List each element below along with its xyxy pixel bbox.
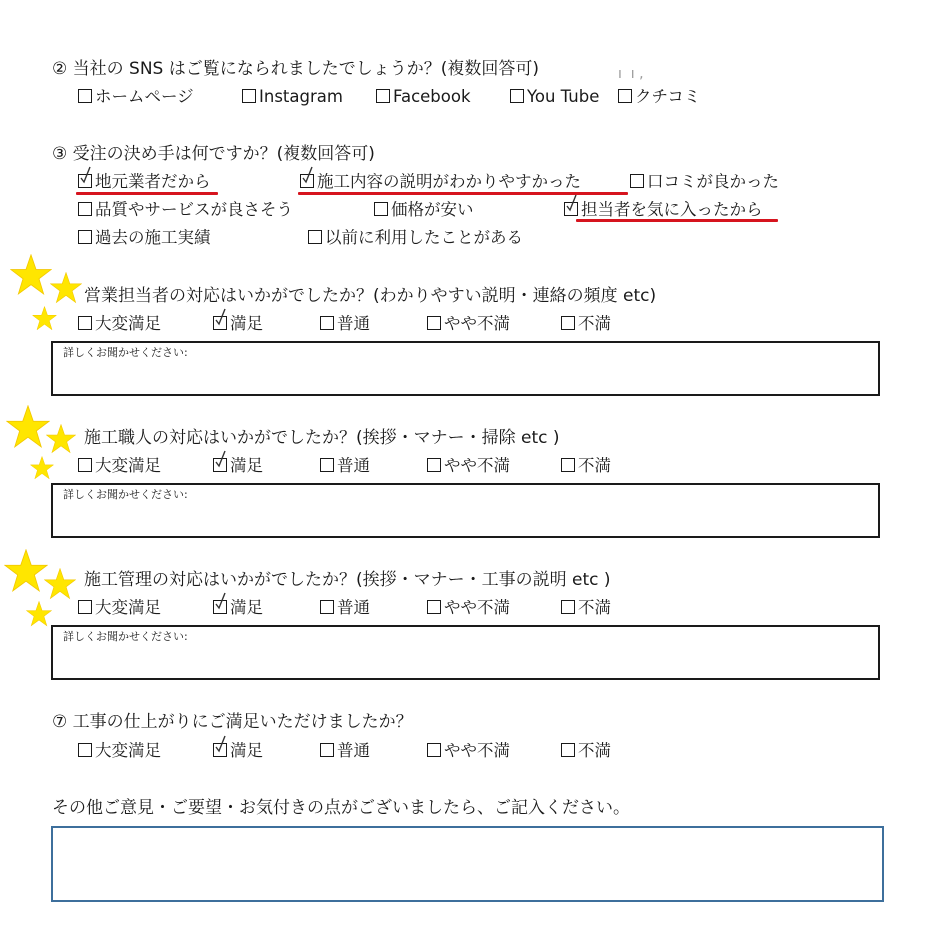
- q5-option-very-satisfied[interactable]: 大変満足: [78, 455, 161, 477]
- q6-option-slightly-dissatisfied[interactable]: やや不満: [427, 597, 510, 619]
- checkbox-icon[interactable]: [561, 458, 575, 472]
- q2-option-homepage[interactable]: ホームページ: [78, 86, 194, 108]
- star-icon: [32, 306, 57, 331]
- checkbox-icon[interactable]: [564, 202, 578, 216]
- checkbox-icon[interactable]: [427, 600, 441, 614]
- q2-option-youtube[interactable]: You Tube: [510, 86, 599, 108]
- star-icon: [30, 456, 54, 480]
- q3-option-price[interactable]: 価格が安い: [374, 199, 474, 221]
- q5-option-satisfied[interactable]: 満足: [213, 455, 263, 477]
- q2-option-facebook[interactable]: Facebook: [376, 86, 471, 108]
- checkbox-icon[interactable]: [308, 230, 322, 244]
- q5-option-dissatisfied[interactable]: 不満: [561, 455, 611, 477]
- checkbox-icon[interactable]: [78, 202, 92, 216]
- red-underline: [76, 192, 218, 195]
- q3-option-quality[interactable]: 品質やサービスが良さそう: [78, 199, 293, 221]
- checkbox-icon[interactable]: [78, 458, 92, 472]
- q6-option-very-satisfied[interactable]: 大変満足: [78, 597, 161, 619]
- q6-option-dissatisfied[interactable]: 不満: [561, 597, 611, 619]
- q3-option-local[interactable]: 地元業者だから: [78, 171, 211, 193]
- checkbox-icon[interactable]: [78, 174, 92, 188]
- checkbox-icon[interactable]: [510, 89, 524, 103]
- q4-option-slightly-dissatisfied[interactable]: やや不満: [427, 313, 510, 335]
- star-icon: [26, 601, 52, 627]
- q4-option-neutral[interactable]: 普通: [320, 313, 370, 335]
- q4-title: 営業担当者の対応はいかがでしたか？(わかりやすい説明・連絡の頻度 etc): [84, 286, 657, 306]
- star-icon: [6, 405, 50, 449]
- checkbox-icon[interactable]: [630, 174, 644, 188]
- q2-title: ② 当社の SNS はご覧になられましたでしょうか？(複数回答可): [52, 59, 540, 79]
- red-underline: [576, 219, 778, 222]
- q4-comment-box[interactable]: [51, 341, 880, 396]
- checkbox-icon[interactable]: [618, 89, 632, 103]
- checkbox-icon[interactable]: [78, 316, 92, 330]
- q7-option-dissatisfied[interactable]: 不満: [561, 740, 611, 762]
- q7-option-slightly-dissatisfied[interactable]: やや不満: [427, 740, 510, 762]
- checkbox-icon[interactable]: [300, 174, 314, 188]
- checkbox-icon[interactable]: [213, 316, 227, 330]
- q5-title: 施工職人の対応はいかがでしたか？(挨拶・マナー・掃除 etc ): [84, 428, 560, 448]
- checkbox-icon[interactable]: [78, 230, 92, 244]
- checkbox-icon[interactable]: [242, 89, 256, 103]
- checkbox-icon[interactable]: [374, 202, 388, 216]
- q4-option-dissatisfied[interactable]: 不満: [561, 313, 611, 335]
- checkbox-icon[interactable]: [561, 743, 575, 757]
- q6-comment-box[interactable]: [51, 625, 880, 680]
- comment-label: 詳しくお聞かせください:: [63, 630, 188, 643]
- star-icon: [10, 254, 52, 296]
- q3-option-reviews[interactable]: 口コミが良かった: [630, 171, 779, 193]
- q5-option-neutral[interactable]: 普通: [320, 455, 370, 477]
- q3-title: ③ 受注の決め手は何ですか？(複数回答可): [52, 144, 375, 164]
- checkbox-icon[interactable]: [427, 458, 441, 472]
- q3-option-used-before[interactable]: 以前に利用したことがある: [308, 227, 523, 249]
- checkbox-icon[interactable]: [78, 600, 92, 614]
- q3-option-staff[interactable]: 担当者を気に入ったから: [564, 199, 763, 221]
- checkbox-icon[interactable]: [427, 743, 441, 757]
- other-comments-title: その他ご意見・ご要望・お気付きの点がございましたら、ご記入ください。: [52, 798, 630, 818]
- star-icon: [4, 549, 48, 593]
- star-icon: [44, 568, 76, 600]
- q5-comment-box[interactable]: [51, 483, 880, 538]
- q4-option-satisfied[interactable]: 満足: [213, 313, 263, 335]
- q6-title: 施工管理の対応はいかがでしたか？(挨拶・マナー・工事の説明 etc ): [84, 570, 611, 590]
- comment-label: 詳しくお聞かせください:: [63, 346, 188, 359]
- other-comments-box[interactable]: [51, 826, 884, 902]
- checkbox-icon[interactable]: [561, 600, 575, 614]
- checkbox-icon[interactable]: [320, 458, 334, 472]
- checkbox-icon[interactable]: [561, 316, 575, 330]
- checkbox-icon[interactable]: [427, 316, 441, 330]
- star-icon: [46, 424, 76, 454]
- checkbox-icon[interactable]: [213, 600, 227, 614]
- checkbox-icon[interactable]: [320, 316, 334, 330]
- q6-option-satisfied[interactable]: 満足: [213, 597, 263, 619]
- q7-option-neutral[interactable]: 普通: [320, 740, 370, 762]
- q3-option-track-record[interactable]: 過去の施工実績: [78, 227, 211, 249]
- checkbox-icon[interactable]: [78, 743, 92, 757]
- comment-label: 詳しくお聞かせください:: [63, 488, 188, 501]
- checkbox-icon[interactable]: [213, 743, 227, 757]
- stray-pen-marks: ı ı ,: [618, 66, 644, 82]
- checkbox-icon[interactable]: [320, 743, 334, 757]
- checkbox-icon[interactable]: [320, 600, 334, 614]
- checkbox-icon[interactable]: [376, 89, 390, 103]
- red-underline: [298, 192, 628, 195]
- q7-option-satisfied[interactable]: 満足: [213, 740, 263, 762]
- q7-option-very-satisfied[interactable]: 大変満足: [78, 740, 161, 762]
- checkbox-icon[interactable]: [78, 89, 92, 103]
- star-icon: [50, 272, 82, 304]
- checkbox-icon[interactable]: [213, 458, 227, 472]
- q6-option-neutral[interactable]: 普通: [320, 597, 370, 619]
- q2-option-instagram[interactable]: Instagram: [242, 86, 343, 108]
- q7-title: ⑦ 工事の仕上がりにご満足いただけましたか？: [52, 712, 413, 732]
- q3-option-explanation[interactable]: 施工内容の説明がわかりやすかった: [300, 171, 581, 193]
- q4-option-very-satisfied[interactable]: 大変満足: [78, 313, 161, 335]
- q2-option-kuchikomi[interactable]: クチコミ: [618, 86, 700, 108]
- q5-option-slightly-dissatisfied[interactable]: やや不満: [427, 455, 510, 477]
